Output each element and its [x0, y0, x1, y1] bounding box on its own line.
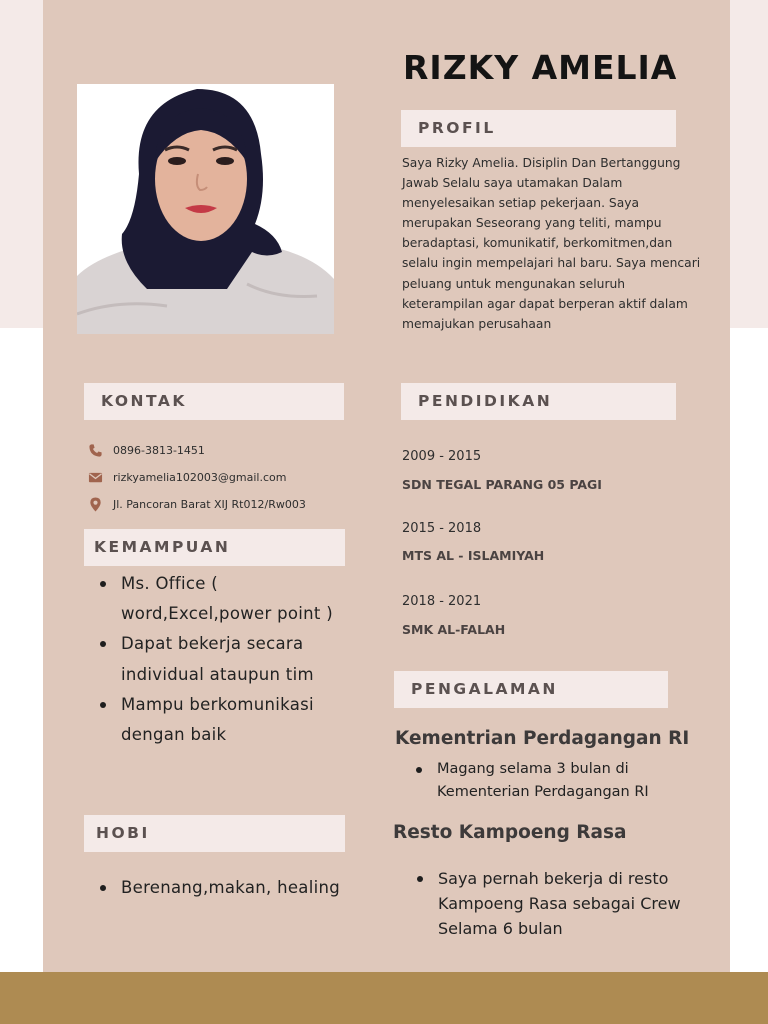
hobby-heading-box	[84, 815, 345, 852]
phone-icon	[88, 443, 103, 458]
education-heading-box	[401, 383, 676, 420]
email-address: rizkyamelia102003@gmail.com	[113, 470, 287, 484]
address-text: Jl. Pancoran Barat XIJ Rt012/Rw003	[113, 497, 306, 511]
list-item: Berenang,makan, healing	[85, 874, 345, 902]
company-name: Kementrian Perdagangan RI	[395, 728, 690, 749]
footer-bar	[0, 972, 768, 1024]
list-item: Mampu berkomunikasi dengan baik	[85, 690, 350, 750]
hobby-heading: HOBI	[96, 824, 150, 842]
phone-number: 0896-3813-1451	[113, 443, 205, 457]
contact-address	[88, 496, 306, 512]
profile-photo	[77, 84, 334, 334]
profile-heading: PROFIL	[418, 119, 496, 137]
profile-photo-illustration	[77, 84, 334, 334]
person-name: RIZKY AMELIA	[403, 48, 678, 87]
contact-heading-box	[84, 383, 344, 420]
skills-list	[85, 569, 350, 750]
education-school: MTS AL - ISLAMIYAH	[402, 548, 545, 563]
contact-heading: KONTAK	[101, 392, 187, 410]
experience-list	[401, 758, 711, 804]
education-years: 2009 - 2015	[402, 449, 482, 464]
education-heading: PENDIDIKAN	[418, 392, 553, 410]
location-pin-icon	[88, 497, 103, 512]
experience-list	[402, 866, 722, 941]
experience-heading-box	[394, 671, 668, 708]
skills-heading-box	[84, 529, 345, 566]
list-item: Magang selama 3 bulan di Kementerian Perdagangan RI	[401, 758, 711, 804]
company-name: Resto Kampoeng Rasa	[393, 822, 627, 843]
profile-text: Saya Rizky Amelia. Disiplin Dan Bertanggung Jawab Selalu saya utamakan Dalam menyelesaikan setiap pekerjaan. Saya merupakan Seseorang yang teliti, mampu beradaptasi, komunikatif, berkomitmen,dan selalu ingin mempelajari hal baru. Saya mencari peluang untuk mengunakan seluruh keterampilan agar dapat berperan aktif dalam memajukan perusahaan	[402, 156, 701, 331]
education-years: 2015 - 2018	[402, 521, 482, 536]
contact-phone	[88, 442, 205, 458]
education-years: 2018 - 2021	[402, 594, 482, 609]
list-item: Saya pernah bekerja di resto Kampoeng Rasa sebagai Crew Selama 6 bulan	[402, 866, 722, 941]
list-item: Dapat bekerja secara individual ataupun tim	[85, 629, 350, 689]
education-school: SDN TEGAL PARANG 05 PAGI	[402, 477, 602, 492]
profile-heading-box	[401, 110, 676, 147]
skills-heading: KEMAMPUAN	[94, 538, 231, 556]
education-school: SMK AL-FALAH	[402, 622, 506, 637]
list-item: Ms. Office ( word,Excel,power point )	[85, 569, 350, 629]
mail-icon	[88, 470, 103, 485]
hobby-list	[85, 874, 345, 902]
contact-email	[88, 469, 286, 485]
experience-heading: PENGALAMAN	[411, 680, 558, 698]
